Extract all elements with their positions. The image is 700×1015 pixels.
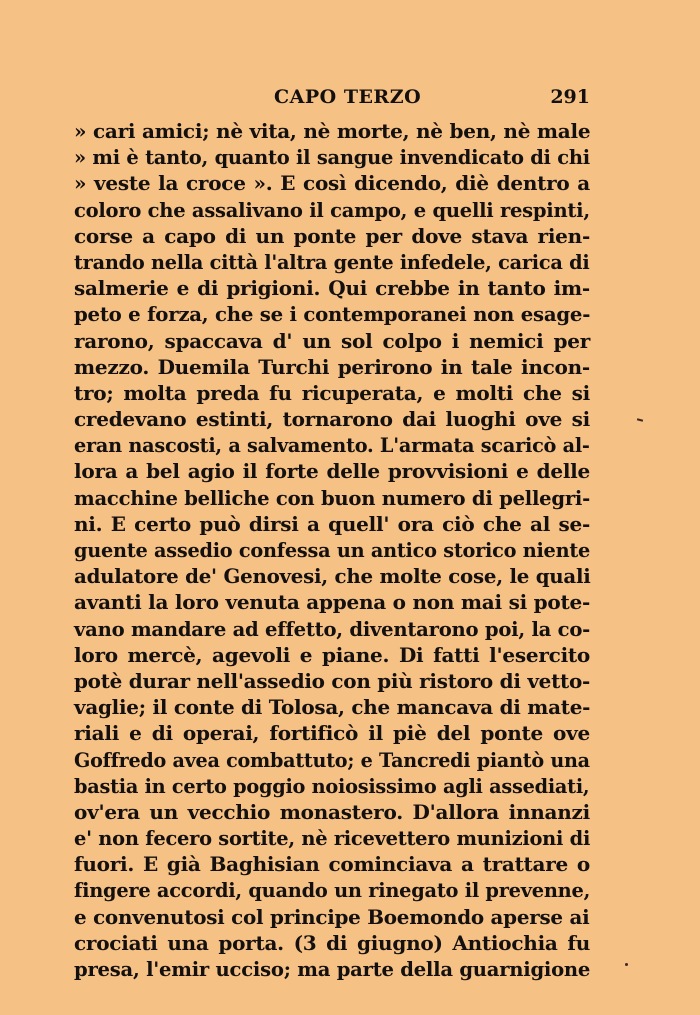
text-line: e' non fecero sortite, nè ricevettero munizioni di: [74, 826, 591, 851]
text-line: » mi è tanto, quanto il sangue invendicato di chi: [74, 145, 590, 170]
text-line: riali e di operai, fortificò il piè del ponte ove: [74, 721, 590, 746]
text-line: avanti la loro venuta appena o non mai si pote-: [74, 590, 590, 615]
text-line: » cari amici; nè vita, nè morte, nè ben, nè male: [74, 119, 591, 143]
text-line: trando nella città l'altra gente infedele, carica di: [74, 249, 590, 274]
margin-mark: [637, 418, 643, 421]
text-line: guente assedio confessa un antico storico niente: [74, 538, 591, 562]
text-line: macchine belliche con buon numero di pellegri-: [74, 485, 590, 510]
text-line: peto e forza, che se i contemporanei non esage-: [74, 302, 591, 327]
text-line: bastia in certo poggio noiosissimo agli assediati,: [74, 773, 590, 798]
text-line: salmerie e di prigioni. Qui crebbe in tanto im-: [74, 276, 590, 301]
text-line: potè durar nell'assedio con più ristoro di vetto-: [74, 668, 591, 693]
text-line: rarono, spaccava d' un sol colpo i nemici per: [74, 328, 590, 353]
chapter-title: CAPO TERZO: [274, 86, 422, 108]
text-line: mezzo. Duemila Turchi perirono in tale incon-: [74, 354, 590, 379]
text-line: crociati una porta. (3 di giugno) Antiochia fu: [74, 930, 590, 955]
text-line: coloro che assalivano il campo, e quelli respinti,: [74, 197, 590, 222]
text-line: e convenutosi col principe Boemondo aperse ai: [74, 904, 590, 929]
text-line: eran nascosti, a salvamento. L'armata scaricò al-: [74, 433, 590, 458]
text-line: credevano estinti, tornarono dai luoghi ove si: [74, 407, 590, 432]
text-line: fuori. E già Baghisian cominciava a trattare o: [74, 852, 590, 877]
text-line: Goffredo avea combattuto; e Tancredi piantò una: [74, 747, 590, 772]
text-line: lora a bel agio il forte delle provvisioni e delle: [74, 459, 590, 484]
margin-mark: [625, 963, 628, 966]
text-line: corse a capo di un ponte per dove stava rien-: [74, 223, 590, 248]
text-line: » veste la croce ». E così dicendo, diè dentro a: [74, 171, 590, 196]
page-number: 291: [550, 86, 590, 108]
text-line: vano mandare ad effetto, diventarono poi, la co-: [74, 616, 591, 641]
text-line: vaglie; il conte di Tolosa, che mancava di mate-: [74, 695, 591, 720]
text-line: adulatore de' Genovesi, che molte cose, le quali: [74, 564, 591, 589]
text-line: tro; molta preda fu ricuperata, e molti che si: [74, 380, 590, 405]
running-header: [74, 86, 590, 116]
text-line: loro mercè, agevoli e piane. Di fatti l'esercito: [74, 642, 590, 667]
text-line: ov'era un vecchio monastero. D'allora innanzi: [74, 799, 590, 824]
text-line: ni. E certo può dirsi a quell' ora ciò che al se-: [74, 511, 590, 536]
body-text: [74, 118, 590, 982]
text-line: presa, l'emir ucciso; ma parte della guarnigione: [74, 957, 591, 981]
text-line: fingere accordi, quando un rinegato il prevenne,: [74, 878, 591, 903]
